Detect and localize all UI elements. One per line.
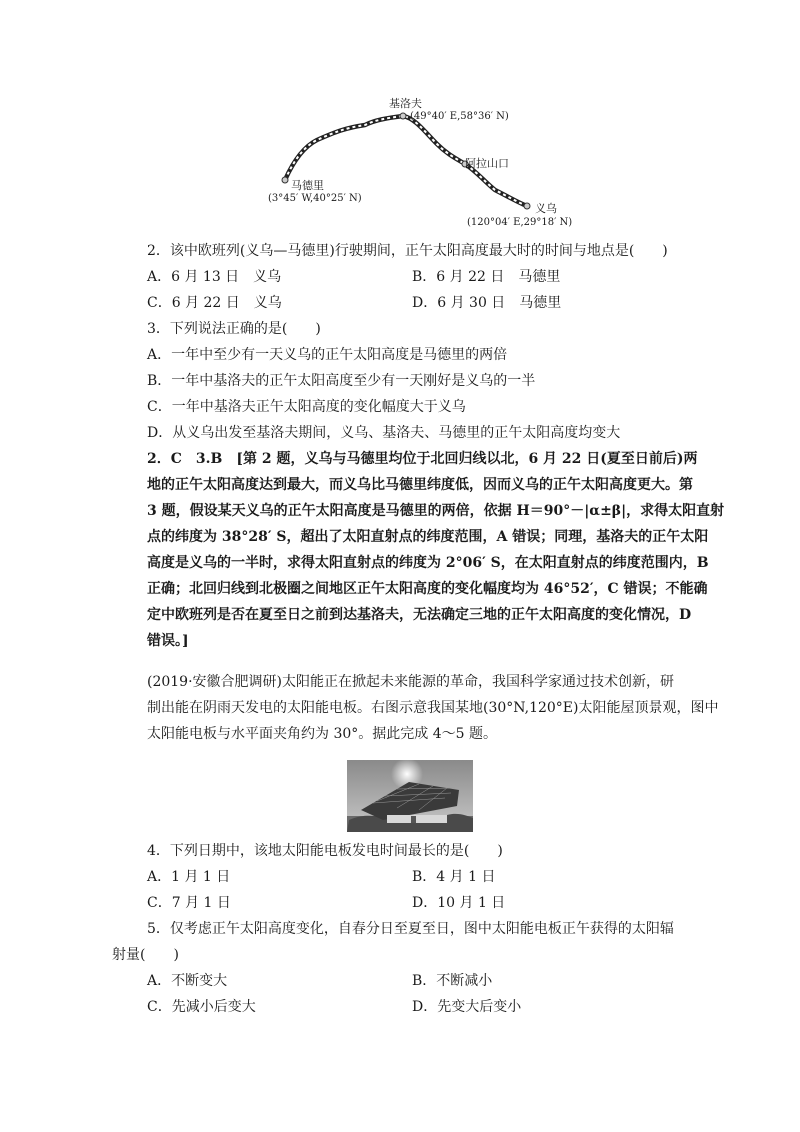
question-2-stem: 2．该中欧班列(义乌—马德里)行驶期间，正午太阳高度最大时的时间与地点是( ) <box>147 243 668 259</box>
map-label-madrid-coord: (3°45′ W,40°25′ N) <box>268 193 362 204</box>
intro-passage <box>147 669 719 747</box>
answer-line: 地的正午太阳高度达到最大，而义乌比马德里纬度低，因而义乌的正午太阳高度更大。第 <box>147 477 693 493</box>
question-5-option-d: D．先变大后变小 <box>412 999 522 1015</box>
railway-route-map <box>255 92 575 237</box>
question-5-stem: 5．仅考虑正午太阳高度变化，自春分日至夏至日，图中太阳能电板正午获得的太阳辐 <box>147 921 674 937</box>
question-2-option-b: B．6 月 22 日 马德里 <box>412 269 561 285</box>
question-2-option-c: C．6 月 22 日 义乌 <box>147 295 282 311</box>
map-label-yiwu: 义乌 <box>535 202 557 215</box>
question-5-option-b: B．不断减小 <box>412 973 493 989</box>
question-3-option-b: B．一年中基洛夫的正午太阳高度至少有一天刚好是义乌的一半 <box>147 373 536 389</box>
intro-line: (2019·安徽合肥调研)太阳能正在掀起未来能源的革命，我国科学家通过技术创新，研 <box>147 674 675 690</box>
answer-line: 错误。] <box>147 633 189 649</box>
answer-line: 高度是义乌的一半时，求得太阳直射点的纬度为 2°06′ S，在太阳直射点的纬度范围内，B <box>147 555 709 571</box>
intro-line: 太阳能电板与水平面夹角约为 30°。据此完成 4～5 题。 <box>147 726 497 742</box>
map-label-jiluofu-coord: (49°40′ E,58°36′ N) <box>410 111 509 122</box>
question-3-option-c: C．一年中基洛夫正午太阳高度的变化幅度大于义乌 <box>147 399 466 415</box>
question-3-option-a: A．一年中至少有一天义乌的正午太阳高度是马德里的两倍 <box>147 347 508 363</box>
answer-line: 正确；北回归线到北极圈之间地区正午太阳高度的变化幅度均为 46°52′，C 错误；不能确 <box>147 581 708 597</box>
jiluofu-marker <box>400 113 406 119</box>
question-2-option-a: A．6 月 13 日 义乌 <box>147 269 282 285</box>
question-4-option-a: A．1 月 1 日 <box>147 869 231 885</box>
question-4-option-d: D．10 月 1 日 <box>412 895 506 911</box>
question-5-option-c: C．先减小后变大 <box>147 999 256 1015</box>
answer-line: 定中欧班列是否在夏至日之前到达基洛夫，无法确定三地的正午太阳高度的变化情况，D <box>147 607 692 623</box>
question-4-option-b: B．4 月 1 日 <box>412 869 496 885</box>
map-label-yiwu-coord: (120°04′ E,29°18′ N) <box>467 217 573 228</box>
question-4-option-c: C．7 月 1 日 <box>147 895 231 911</box>
question-2-option-d: D．6 月 30 日 马德里 <box>412 295 562 311</box>
question-3-stem: 3．下列说法正确的是( ) <box>147 321 321 337</box>
question-5-option-a: A．不断变大 <box>147 973 228 989</box>
map-label-alashankou: 阿拉山口 <box>465 157 509 170</box>
question-3-option-d: D．从义乌出发至基洛夫期间，义乌、基洛夫、马德里的正午太阳高度均变大 <box>147 425 621 441</box>
answer-line: 3 题，假设某天义乌的正午太阳高度是马德里的两倍，依据 H＝90°－|α±β|，求得太阳直射 <box>147 503 725 519</box>
intro-line: 制出能在阴雨天发电的太阳能电板。右图示意我国某地(30°N,120°E)太阳能屋顶景观，图中 <box>147 700 719 716</box>
answer-line: 2．C 3.B [第 2 题，义乌与马德里均位于北回归线以北，6 月 22 日(夏至日前后)两 <box>147 451 698 467</box>
madrid-marker <box>282 177 288 183</box>
answer-line: 点的纬度为 38°28′ S，超出了太阳直射点的纬度范围，A 错误；同理，基洛夫的正午太阳 <box>147 529 709 545</box>
question-5-stem-continued: 射量( ) <box>112 947 179 963</box>
map-label-madrid: 马德里 <box>291 179 324 192</box>
solar-roof-photo <box>347 760 473 832</box>
answer-explanation <box>147 446 725 654</box>
map-label-jiluofu: 基洛夫 <box>389 97 422 110</box>
question-4-stem: 4．下列日期中，该地太阳能电板发电时间最长的是( ) <box>147 843 503 859</box>
yiwu-marker <box>524 203 530 209</box>
